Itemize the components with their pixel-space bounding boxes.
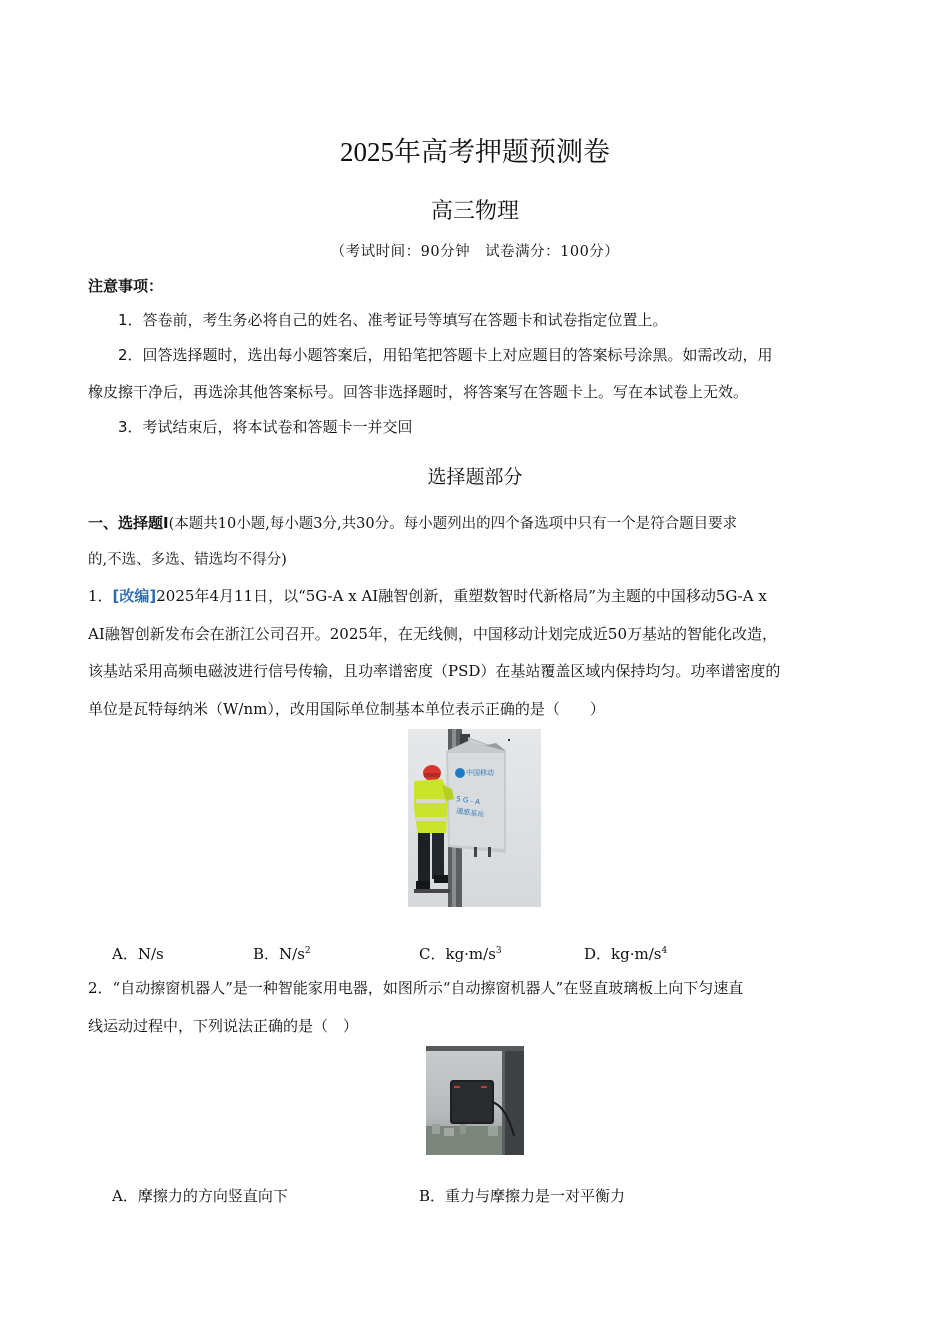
q1-option-d-text: D．kg·m/s: [584, 945, 662, 963]
section-title: 选择题部分: [427, 466, 523, 488]
base-station-photo: [408, 729, 541, 907]
q1-line-4: 单位是瓦特每纳米（W/nm），改用国际单位制基本单位表示正确的是（ ）: [88, 700, 605, 718]
q1-option-b-sup: 2: [304, 946, 311, 956]
notice-item-2: 2．回答选择题时，选出每小题答案后，用铅笔把答题卡上对应题目的答案标号涂黑。如需改动，用: [118, 346, 773, 364]
sign-text-1: 中国移动: [466, 769, 494, 777]
q1-option-c-text: C．kg·m/s: [419, 945, 496, 963]
part1-heading: 一、选择题Ⅰ: [88, 514, 169, 532]
q2-option-b: B．重力与摩擦力是一对平衡力: [419, 1187, 626, 1205]
q1-option-b: [253, 943, 311, 964]
exam-subtitle: 高三物理: [430, 199, 519, 224]
q1-line-1: [88, 586, 868, 606]
q1-option-d-sup: 4: [661, 946, 668, 956]
notice-item-3: 3．考试结束后，将本试卷和答题卡一并交回: [118, 418, 413, 436]
q1-base-station-image: [408, 729, 541, 907]
q2-line-1: 2．“自动擦窗机器人”是一种智能家用电器，如图所示“自动擦窗机器人”在竖直玻璃板上向下匀速直: [88, 979, 744, 997]
q1-line-3: 该基站采用高频电磁波进行信号传输，且功率谱密度（PSD）在基站覆盖区域内保持均匀。功率谱密度的: [88, 662, 781, 680]
part1-heading-line: [88, 513, 868, 534]
window-robot-photo: [426, 1046, 524, 1155]
q1-number: 1．: [88, 587, 113, 605]
q1-option-d: [584, 943, 667, 964]
notice-heading: 注意事项：: [88, 277, 164, 295]
q1-option-b-text: B．N/s: [253, 945, 305, 963]
notice-item-2-cont: 橡皮擦干净后，再选涂其他答案标号。回答非选择题时，将答案写在答题卡上。写在本试卷上无效。: [88, 383, 749, 401]
q2-option-a: A．摩擦力的方向竖直向下: [112, 1187, 288, 1205]
exam-info: （考试时间：90分钟 试卷满分：100分）: [330, 244, 620, 260]
sign-text-3: 通感基站: [455, 807, 485, 819]
q1-option-c-sup: 3: [495, 946, 502, 956]
q1-option-a: A．N/s: [112, 945, 164, 963]
sign-text-2: 5 G - A: [455, 795, 481, 807]
q1-stem-1: 2025年4月11日，以“5G-A x AI融智创新，重塑数智时代新格局”为主题的中国移动5G-A x: [156, 587, 767, 605]
part1-desc: (本题共10小题,每小题3分,共30分。每小题列出的四个备选项中只有一个是符合题目要求: [168, 516, 738, 532]
q1-option-c: [419, 943, 502, 964]
q2-window-robot-image: [426, 1046, 524, 1155]
exam-title: 2025年高考押题预测卷: [340, 137, 610, 167]
notice-item-1: 1．答卷前，考生务必将自己的姓名、准考证号等填写在答题卡和试卷指定位置上。: [118, 311, 668, 329]
part1-desc-cont: 的,不选、多选、错选均不得分): [88, 552, 287, 568]
q1-line-2: AI融智创新发布会在浙江公司召开。2025年，在无线侧，中国移动计划完成近50万基站的智能化改造，: [88, 625, 778, 643]
q1-tag: [改编]: [112, 587, 157, 605]
q2-line-2: 线运动过程中，下列说法正确的是（ ）: [88, 1017, 359, 1035]
